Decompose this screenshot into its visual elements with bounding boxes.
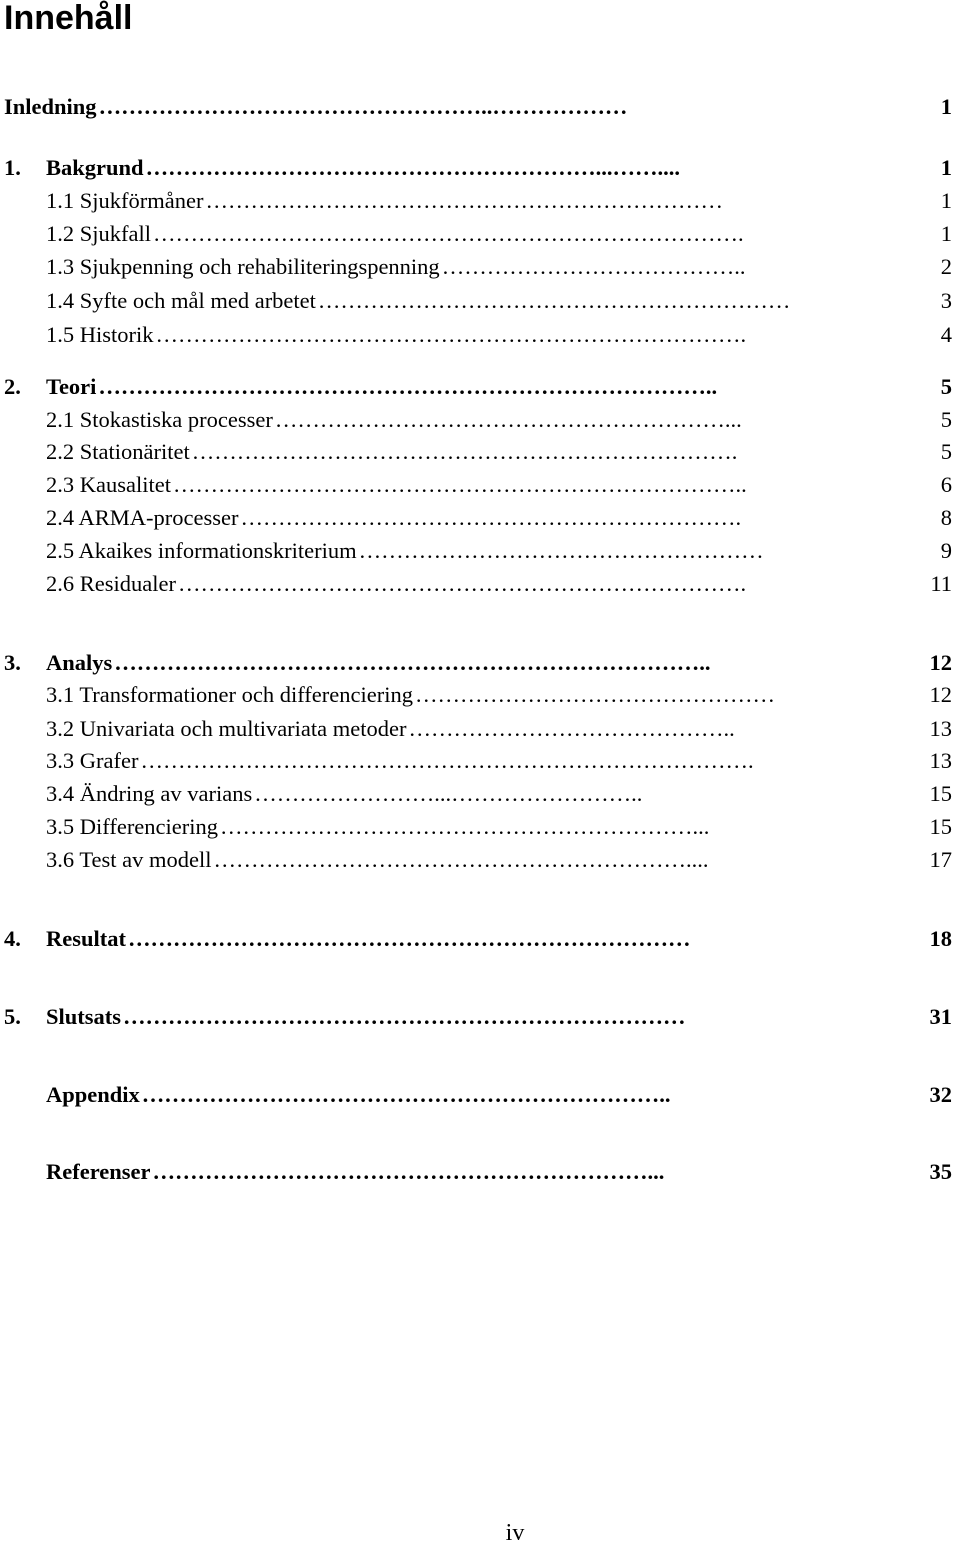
toc-entry-page: 12 xyxy=(929,650,952,675)
toc-entry[interactable] xyxy=(46,1080,952,1110)
toc-entry-label: 2.5 Akaikes informationskriterium xyxy=(46,538,357,563)
toc-entry[interactable] xyxy=(46,714,952,744)
toc-entry-page: 3 xyxy=(940,288,952,313)
toc-entry-label: Teori xyxy=(46,374,97,399)
toc-entry-leader: ………………………………………………………………. xyxy=(191,439,738,464)
toc-entry-leader: ……………………………………………………………………….. xyxy=(98,374,718,399)
toc-entry-page: 1 xyxy=(940,188,952,213)
toc-entry-leader: ……………………………………………………… xyxy=(317,288,791,313)
toc-entry[interactable] xyxy=(4,648,952,678)
toc-entry[interactable] xyxy=(46,252,952,282)
toc-entry-page: 1 xyxy=(940,155,952,180)
toc-entry-leader: ……………………………………………… xyxy=(358,538,764,563)
toc-entry-number: 3. xyxy=(4,650,21,675)
toc-entry-leader: …………………………………….. xyxy=(408,716,735,741)
toc-entry[interactable] xyxy=(46,536,952,566)
toc-entry-page: 15 xyxy=(929,781,952,806)
toc-entry-page: 18 xyxy=(929,926,952,951)
toc-entry-page: 11 xyxy=(930,571,952,596)
toc-entry-label: 3.2 Univariata och multivariata metoder xyxy=(46,716,407,741)
toc-entry-page: 35 xyxy=(929,1159,952,1184)
toc-entry-leader: …………………………………………………………………. xyxy=(177,571,747,596)
toc-entry-label: Inledning xyxy=(4,94,97,119)
toc-entry-label: Analys xyxy=(46,650,113,675)
toc-entry[interactable] xyxy=(46,746,952,776)
toc-entry-page: 32 xyxy=(929,1082,952,1107)
toc-entry-label: 1.5 Historik xyxy=(46,322,154,347)
toc-entry-label: 2.1 Stokastiska processer xyxy=(46,407,273,432)
toc-entry[interactable] xyxy=(4,153,952,183)
toc-entry[interactable] xyxy=(46,437,952,467)
toc-entry[interactable] xyxy=(46,845,952,875)
toc-entry-label: 3.3 Grafer xyxy=(46,748,139,773)
toc-entry[interactable] xyxy=(46,680,952,710)
toc-entry-leader: ……………………………………………………………………. xyxy=(153,221,744,246)
toc-entry-page: 1 xyxy=(940,94,952,119)
toc-entry-label: Bakgrund xyxy=(46,155,144,180)
toc-entry[interactable] xyxy=(4,924,952,954)
toc-entry-leader: …………………………………………………………………….. xyxy=(114,650,711,675)
toc-entry[interactable] xyxy=(46,186,952,216)
toc-entry-page: 6 xyxy=(940,472,952,497)
toc-entry-page: 17 xyxy=(929,847,952,872)
page-number: iv xyxy=(505,1520,525,1546)
toc-entry-leader: ………………………………………… xyxy=(415,682,775,707)
toc-entry-page: 5 xyxy=(940,407,952,432)
toc-entry-label: Referenser xyxy=(46,1159,151,1184)
toc-entry-page: 5 xyxy=(940,374,952,399)
toc-entry-page: 2 xyxy=(940,254,952,279)
toc-entry-leader: …………………………………………………………. xyxy=(240,505,742,530)
toc-entry-label: Slutsats xyxy=(46,1004,122,1029)
toc-entry-label: 2.3 Kausalitet xyxy=(46,472,171,497)
toc-entry-leader: ………………………………………………………………….. xyxy=(172,472,747,497)
toc-entry-label: 1.3 Sjukpenning och rehabiliteringspenning xyxy=(46,254,440,279)
toc-entry-page: 9 xyxy=(940,538,952,563)
toc-entry-page: 1 xyxy=(940,221,952,246)
toc-entry-page: 12 xyxy=(929,682,952,707)
toc-entry[interactable] xyxy=(46,320,952,350)
toc-entry-page: 5 xyxy=(940,439,952,464)
toc-entry[interactable] xyxy=(46,779,952,809)
toc-entry[interactable] xyxy=(46,569,952,599)
toc-entry-leader: …………………………………………………………….. xyxy=(141,1082,671,1107)
toc-entry-page: 13 xyxy=(929,748,952,773)
toc-entry-label: Resultat xyxy=(46,926,126,951)
toc-entry-leader: ………………………………………………………... xyxy=(220,814,710,839)
toc-entry-number: 5. xyxy=(4,1004,21,1029)
toc-entry[interactable] xyxy=(4,1002,952,1032)
toc-entry-label: 1.1 Sjukförmåner xyxy=(46,188,204,213)
toc-entry[interactable] xyxy=(46,812,952,842)
toc-entry-label: 3.1 Transformationer och differenciering xyxy=(46,682,413,707)
toc-entry-leader: ………………………………………………………………………. xyxy=(140,748,754,773)
toc-entry[interactable] xyxy=(4,372,952,402)
toc-entry-number: 4. xyxy=(4,926,21,951)
page-title: Innehåll xyxy=(4,0,133,37)
toc-entry-leader: ……………………………………………………….... xyxy=(213,847,709,872)
toc-entry-label: 1.4 Syfte och mål med arbetet xyxy=(46,288,316,313)
toc-entry[interactable] xyxy=(46,503,952,533)
toc-entry-number: 1. xyxy=(4,155,21,180)
toc-entry-page: 31 xyxy=(929,1004,952,1029)
toc-entry-label: 3.6 Test av modell xyxy=(46,847,212,872)
toc-entry[interactable] xyxy=(46,219,952,249)
toc-entry-leader: …………………………………………………………… xyxy=(205,188,723,213)
toc-entry-page: 13 xyxy=(929,716,952,741)
toc-entry-leader: ……………………...…………………….. xyxy=(254,781,643,806)
toc-entry-label: 3.5 Differenciering xyxy=(46,814,219,839)
toc-entry-leader: ………………………………………………………………… xyxy=(128,926,691,951)
toc-entry-label: 2.4 ARMA-processer xyxy=(46,505,239,530)
toc-entry-page: 8 xyxy=(940,505,952,530)
toc-entry-leader: ………………………………………………………………… xyxy=(123,1004,686,1029)
toc-entry-page: 4 xyxy=(940,322,952,347)
toc-entry-leader: ………………………………….. xyxy=(441,254,746,279)
toc-entry-number: 2. xyxy=(4,374,21,399)
toc-entry-leader: ……………………………………………..……………… xyxy=(98,94,628,119)
toc-entry-leader: ……………………………………………………………………. xyxy=(155,322,747,347)
toc-entry-label: 3.4 Ändring av varians xyxy=(46,781,253,806)
toc-entry-label: 2.6 Residualer xyxy=(46,571,176,596)
toc-entry[interactable] xyxy=(46,1157,952,1187)
toc-entry-leader: ……………………………………………………...…….... xyxy=(145,155,680,180)
toc-entry[interactable] xyxy=(4,92,952,122)
toc-entry[interactable] xyxy=(46,405,952,435)
toc-entry-leader: …………………………………………………………... xyxy=(152,1159,665,1184)
toc-entry-label: 1.2 Sjukfall xyxy=(46,221,151,246)
toc-entry-label: 2.2 Stationäritet xyxy=(46,439,190,464)
toc-entry[interactable] xyxy=(46,470,952,500)
toc-entry-page: 15 xyxy=(929,814,952,839)
toc-entry[interactable] xyxy=(46,286,952,316)
toc-entry-label: Appendix xyxy=(46,1082,140,1107)
toc-entry-leader: ……………………………………………………... xyxy=(274,407,742,432)
